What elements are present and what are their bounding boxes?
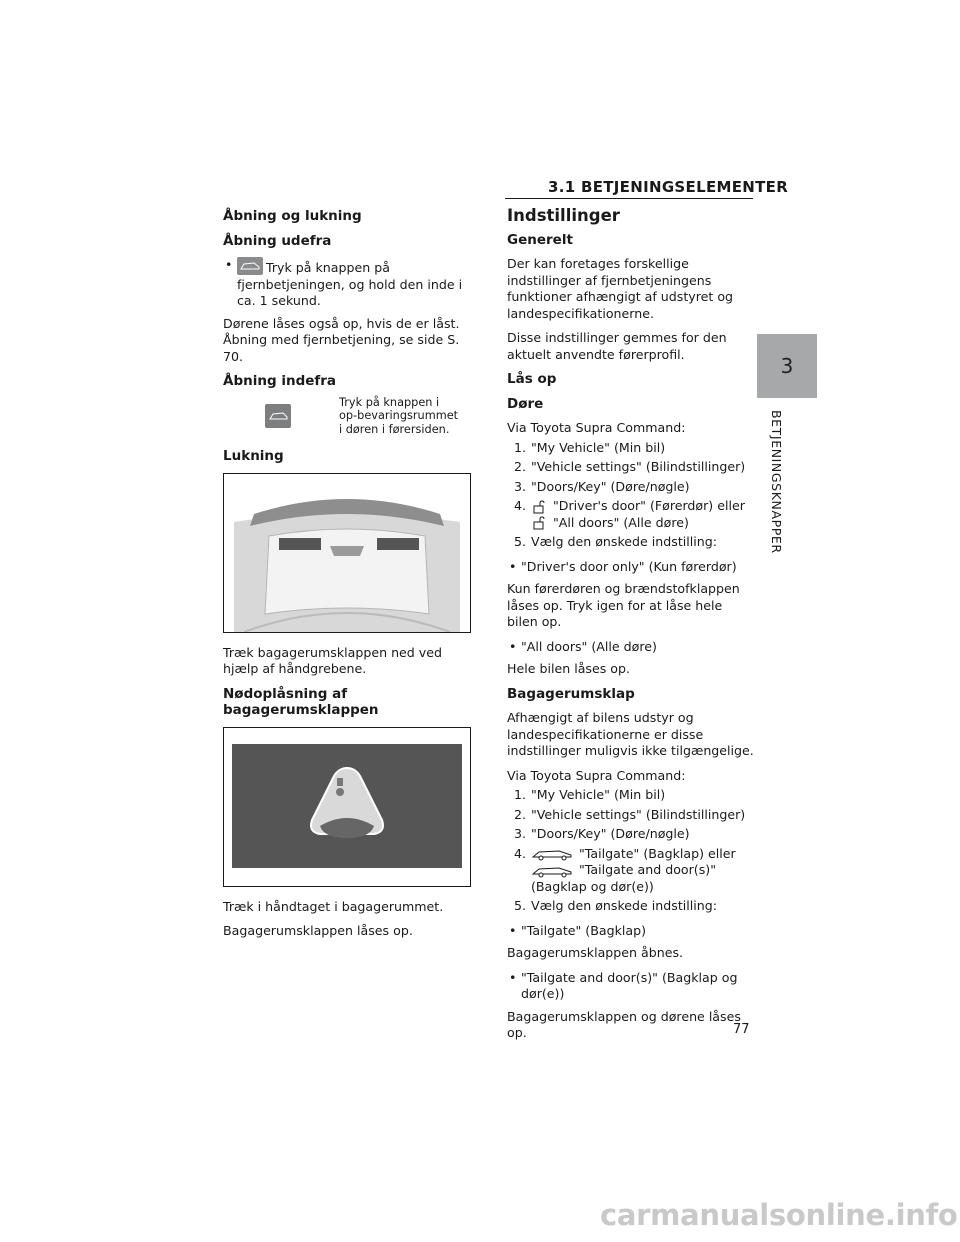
tailgate-step: 2. "Vehicle settings" (Bilindstillinger) [514, 806, 746, 822]
tailgate-button-icon [237, 257, 263, 275]
right-column [507, 208, 755, 1050]
general-paragraph-1: Der kan foretages forskellige indstillinger af fjernbetjeningens funktioner afhængigt af udstyret og landespecifikationerne. [507, 256, 734, 321]
doors-option-2: • "All doors" (Alle døre) [507, 639, 755, 656]
doors-step: 3. "Doors/Key" (Døre/nøgle) [514, 478, 690, 494]
inside-key-text: Tryk på knappen i op-bevaringsrummet i døren i førersiden. [339, 395, 459, 436]
chapter-number: 3 [780, 354, 794, 378]
emergency-handle-illustration [224, 728, 470, 886]
heading-closing: Lukning [223, 448, 284, 464]
car-tailgate-icon [531, 847, 575, 861]
tailgate-handles-figure [223, 473, 471, 633]
tailgate-option-2: • "Tailgate and door(s)" (Bagklap og dør(e)) [507, 970, 755, 1003]
inside-key-row [223, 395, 473, 437]
tailgate-paragraph-1: Afhængigt af bilens udstyr og landespecifikationerne er disse indstillinger muligvis ikke tilgængelige. [507, 710, 754, 758]
general-paragraph-2: Disse indstillinger gemmes for den aktuelt anvendte førerprofil. [507, 330, 727, 362]
tailgate-step: 3. "Doors/Key" (Døre/nøgle) [514, 826, 690, 841]
doors-option-1-desc: Kun førerdøren og brændstofklappen låses op. Tryk igen for at låse hele bilen op. [507, 581, 740, 629]
tailgate-option-1: • "Tailgate" (Bagklap) [507, 923, 755, 940]
heading-general: Generelt [507, 231, 573, 248]
tailgate-step: 5. Vælg den ønskede indstilling: [514, 898, 717, 913]
tailgate-illustration [224, 474, 470, 632]
tailgate-via: Via Toyota Supra Command: [507, 767, 686, 783]
doors-step: 5. Vælg den ønskede indstilling: [514, 534, 717, 549]
doors-step: 2. "Vehicle settings" (Bilindstillinger) [514, 459, 746, 474]
tailgate-option-2-desc: Bagagerumsklappen og dørene låses op. [507, 1008, 741, 1040]
tailgate-step: 1. "My Vehicle" (Min bil) [514, 787, 666, 802]
chapter-title-vertical [760, 410, 790, 590]
door-tailgate-button-icon [265, 404, 291, 428]
running-header: 3.1 BETJENINGSELEMENTER [548, 178, 789, 196]
emergency-release-figure [223, 727, 471, 887]
left-column [223, 208, 473, 948]
closing-caption: Træk bagagerumsklappen ned ved hjælp af håndgrebene. [223, 644, 442, 676]
car-tailgate-doors-icon [531, 864, 575, 878]
doors-step: 1. "My Vehicle" (Min bil) [514, 439, 666, 455]
page-number: 77 [733, 1022, 750, 1037]
unlock-driver-door-icon [531, 500, 549, 514]
chapter-tab [757, 334, 817, 398]
heading-unlock: Lås op [507, 371, 557, 387]
unlock-all-doors-icon [531, 516, 549, 530]
doors-via: Via Toyota Supra Command: [507, 420, 686, 435]
doors-option-1: • "Driver's door only" (Kun førerdør) [507, 559, 755, 576]
chapter-title: BETJENINGSKNAPPER [769, 410, 784, 554]
watermark: carmanualsonline.info [600, 1198, 958, 1232]
heading-inside: Åbning indefra [223, 373, 337, 389]
doors-step: 4. "Driver's door" (Førerdør) eller "All doors" (Alle døre) [514, 498, 745, 530]
outside-bullet: • Tryk på knappen på fjernbetjeningen, og hold den inde i ca. 1 sekund. [223, 257, 473, 310]
section-title-settings: Indstillinger [507, 206, 620, 225]
tailgate-step: 4. "Tailgate" (Bagklap) eller "Tailgate and door(s)" (Bagklap og dør(e)) [514, 845, 736, 894]
doors-steps [507, 440, 755, 551]
section-title-opening-closing: Åbning og lukning [223, 208, 362, 224]
emergency-caption-1: Træk i håndtaget i bagagerummet. [223, 898, 444, 914]
heading-doors: Døre [507, 395, 544, 412]
heading-emergency: Nødoplåsning af bagagerumsklappen [223, 685, 379, 718]
emergency-caption-2: Bagagerumsklappen låses op. [223, 923, 413, 938]
tailgate-option-1-desc: Bagagerumsklappen åbnes. [507, 945, 684, 960]
heading-outside: Åbning udefra [223, 232, 332, 249]
outside-note: Dørene låses også op, hvis de er låst. Åbning med fjernbetjening, se side S. 70. [223, 315, 460, 364]
tailgate-steps [507, 787, 755, 915]
heading-tailgate: Bagagerumsklap [507, 685, 635, 702]
doors-option-2-desc: Hele bilen låses op. [507, 661, 630, 676]
header-rule [505, 198, 753, 199]
